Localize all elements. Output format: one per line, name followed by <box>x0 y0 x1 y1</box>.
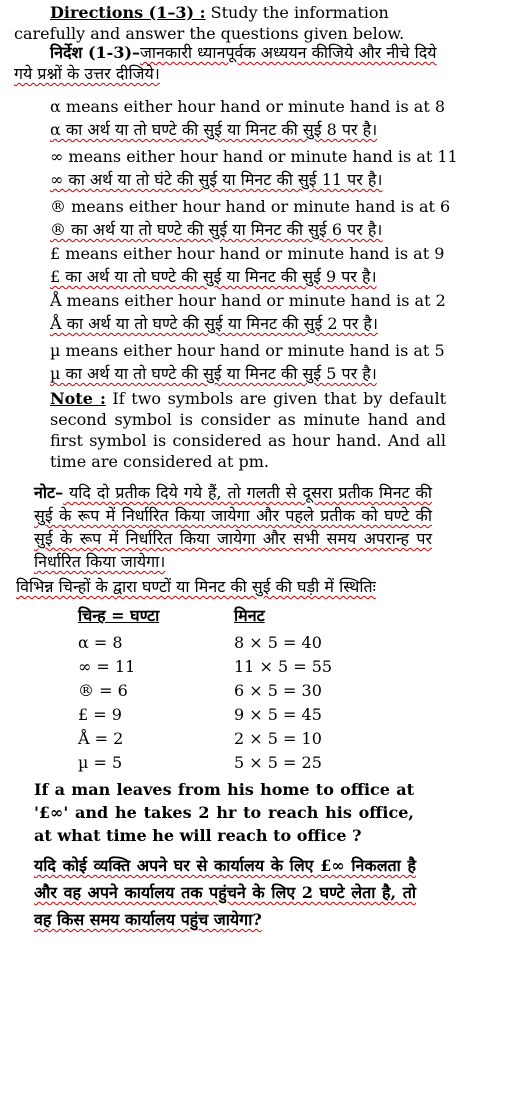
hindi-directions-label: निर्देश (1-3)– <box>50 43 141 62</box>
table-minute-cell: 8 × 5 = 40 <box>234 633 322 652</box>
note-text: If two symbols are given that by default second symbol is consider as minute hand and first symbol is considered as hour hand. And all time are considered at pm. <box>50 389 446 471</box>
rule-en-alpha: α means either hour hand or minute hand is at 8 <box>50 97 446 116</box>
hindi-note-paragraph <box>34 481 432 573</box>
table-hour-cell: £ = 9 <box>78 705 122 724</box>
hindi-directions-paragraph <box>14 42 446 84</box>
rule-en-micro: µ means either hour hand or minute hand is at 5 <box>50 341 445 360</box>
directions-paragraph <box>14 2 446 44</box>
rule-hi-pound: £ का अर्थ या तो घण्टे की सुई या मिनट की सुई 9 पर है। <box>50 267 377 286</box>
rule-hi-angstrom: Å का अर्थ या तो घण्टे की सुई या मिनट की सुई 2 पर है। <box>50 314 378 333</box>
note-paragraph <box>50 388 446 472</box>
table-minute-cell: 2 × 5 = 10 <box>234 729 322 748</box>
table-minute-cell: 6 × 5 = 30 <box>234 681 322 700</box>
table-hour-cell: µ = 5 <box>78 753 123 772</box>
hindi-note-text: यदि दो प्रतीक दिये गये हैं, तो गलती से दूसरा प्रतीक मिनट की सुई के रूप में निर्धारित किया जायेगा और पहले प्रतीक को घण्टे की सुई के रूप में निर्धारित किया जायेगा और सभी समय अपरान्ह पर निर्धारित किया जायेगा। <box>34 483 432 571</box>
note-label: Note : <box>50 389 106 408</box>
table-minute-cell: 9 × 5 = 45 <box>234 705 322 724</box>
rule-hi-alpha: α का अर्थ या तो घण्टे की सुई या मिनट की सुई 8 पर है। <box>50 120 378 139</box>
directions-label: Directions (1–3) : <box>50 3 206 22</box>
table-header-minute: मिनट <box>234 606 265 625</box>
table-hour-cell: ∞ = 11 <box>78 657 136 676</box>
table-hour-cell: ® = 6 <box>78 681 128 700</box>
directions-text: Study the information carefully and answer the questions given below. <box>14 3 405 43</box>
table-hour-cell: Å = 2 <box>78 729 124 748</box>
rule-hi-infinity: ∞ का अर्थ या तो घंटे की सुई या मिनट की सुई 11 पर है। <box>50 170 383 189</box>
table-hour-cell: α = 8 <box>78 633 123 652</box>
question-hindi: यदि कोई व्यक्ति अपने घर से कार्यालय के लिए £∞ निकलता है और वह अपने कार्यालय तक पहुंचने के लिए 2 घण्टे लेता है, तो वह किस समय कार्यालय पहुंच जायेगा? <box>34 856 416 929</box>
rule-en-pound: £ means either hour hand or minute hand is at 9 <box>50 244 445 263</box>
table-minute-cell: 11 × 5 = 55 <box>234 657 333 676</box>
rule-hi-micro: µ का अर्थ या तो घण्टे की सुई या मिनट की सुई 5 पर है। <box>50 364 377 383</box>
hindi-note-label: नोट– <box>34 483 64 502</box>
table-minute-cell: 5 × 5 = 25 <box>234 753 322 772</box>
rule-hi-registered: ® का अर्थ या तो घण्टे की सुई या मिनट की सुई 6 पर है। <box>50 220 383 239</box>
position-heading: विभिन्न चिन्हों के द्वारा घण्टों या मिनट की सुई की घड़ी में स्थितिः <box>16 577 376 596</box>
rule-en-infinity: ∞ means either hour hand or minute hand is at 11 <box>50 147 458 166</box>
question-english: If a man leaves from his home to office at '£∞' and he takes 2 hr to reach his office, at what time he will reach to office ? <box>34 780 414 845</box>
rule-en-angstrom: Å means either hour hand or minute hand is at 2 <box>50 291 446 310</box>
table-header-hour: चिन्ह = घण्टा <box>78 606 160 625</box>
rule-en-registered: ® means either hour hand or minute hand is at 6 <box>50 197 451 216</box>
hindi-directions-text: जानकारी ध्यानपूर्वक अध्ययन कीजिये और नीचे दिये गये प्रश्नों के उत्तर दीजिये। <box>14 43 437 83</box>
